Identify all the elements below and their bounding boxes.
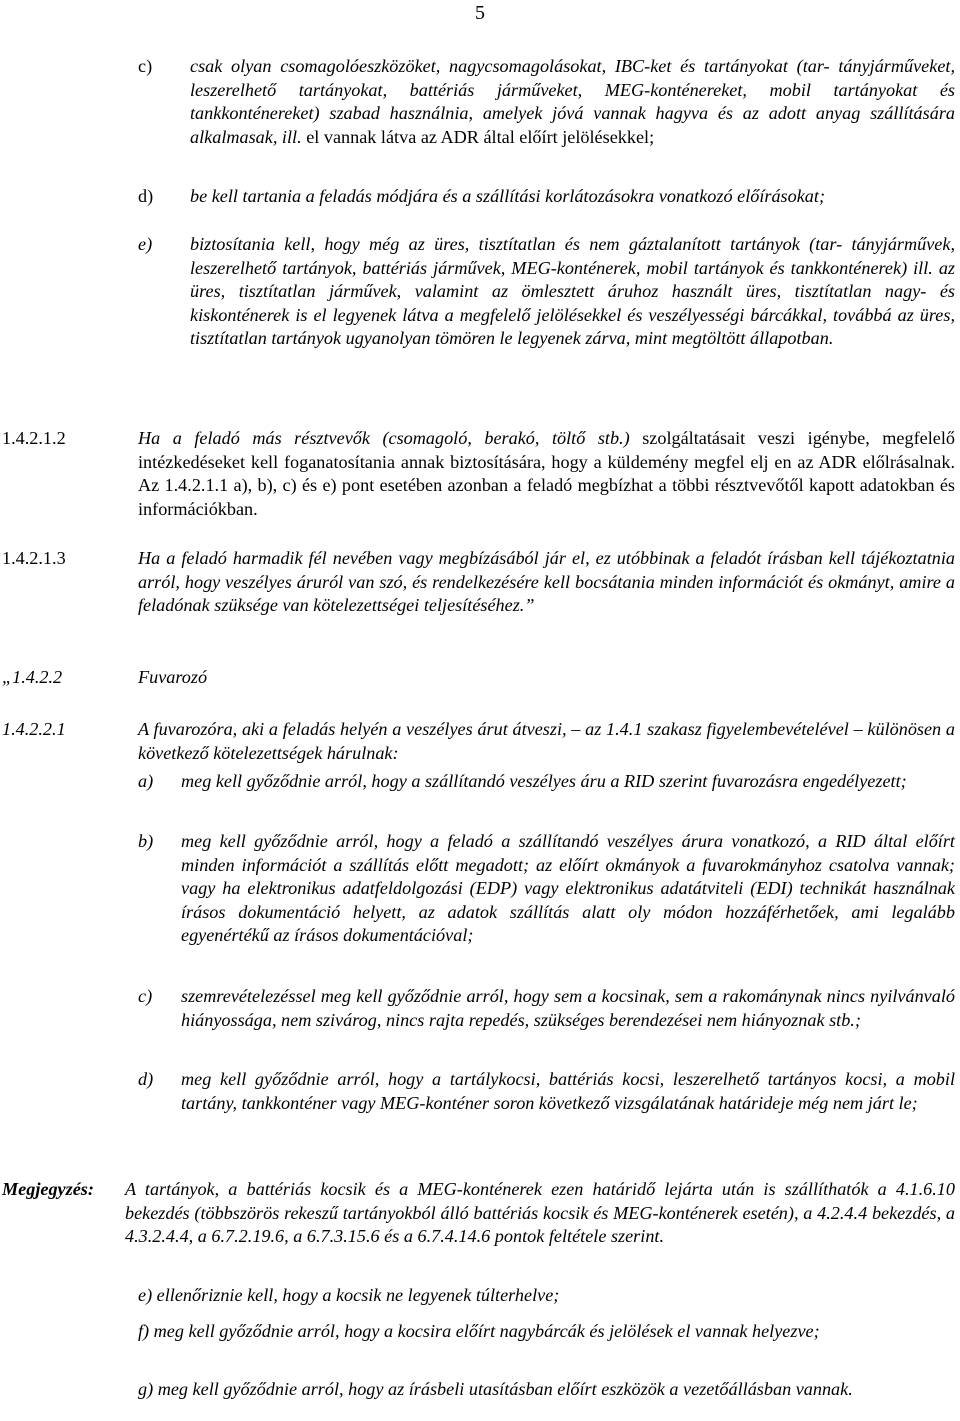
sub-d-text: meg kell győződnie arról, hogy a tartálykocsi, battériás kocsi, leszerelhető tartányos kocsi, a mobil tartány, tankkonténer vagy MEG-konténer soron következő vizsgálatának határideje még nem járt le;: [181, 1069, 955, 1113]
sub-a-text: meg kell győződnie arról, hogy a szállítandó veszélyes áru a RID szerint fuvarozásra engedélyezett;: [181, 771, 907, 791]
page-number: 5: [475, 2, 485, 24]
item-label-c: c): [138, 56, 153, 76]
item-label-e: e): [138, 234, 153, 254]
item-e-rest: az üres, tisztítatlan járművek, valamint az ömlesztett áruhoz használt üres, tisztítatlan nagy- és kiskonténerek is el legyenek látva a megfelelő jelölésekkel és veszélyességi bárcákkal, továbbá az üres, tisztítatlan tartányok ugyanolyan tömören le legyenek zárva, mint megtöltött állapotban.: [190, 257, 956, 348]
note-block: [2, 1178, 955, 1249]
sub-c-text: szemrevételezéssel meg kell győződnie arról, hogy sem a kocsinak, sem a rakománynak nincs nyilvánvaló hiányossága, nem szivárog, nincs rajta repedés, szükséges berendezései nem hiányoznak stb.;: [181, 986, 955, 1030]
sub-b-text: meg kell győződnie arról, hogy a feladó a szállítandó veszélyes árura vonatkozó, a RID által előírt minden információt a szállítás előtt megadott; az előírt okmányok a fuvarokmányhoz csatolva vannak; vagy ha elektronikus adatfeldolgozási (EDP) vagy elektronikus adatátviteli (EDI) technikát használnak írásos dokumentáció helyett, az adatok szállítás alatt oly módon hozzáférhetőek, ami legalább egyenértékű az írásos dokumentációval;: [181, 831, 955, 945]
sub-label-c: c): [138, 986, 153, 1006]
item-label-d: d): [138, 186, 154, 206]
tail-item-g: g) meg kell győződnie arról, hogy az írásbeli utasításban előírt eszközök a vezetőállásban vannak.: [138, 1379, 853, 1399]
section-number-1-4-2-2: „1.4.2.2: [2, 667, 63, 687]
sub-label-d: d): [138, 1069, 154, 1089]
section-title-fuvarozo: Fuvarozó: [138, 667, 208, 687]
tail-item-f: f) meg kell győződnie arról, hogy a kocsira előírt nagybárcák és jelölések el vannak helyezve;: [138, 1321, 820, 1341]
item-e-text: [190, 233, 955, 351]
tail-item-e: e) ellenőriznie kell, hogy a kocsik ne legyenek túlterhelve;: [138, 1285, 560, 1305]
section-1-4-2-1-2-rest: szolgáltatásait veszi igénybe, megfelelő intézkedéseket kell foganatosítania annak biztosítására, hogy a küldemény megfel elj en az ADR előlrásalnak. Az 1.4.2.1.1 a), b), c) és e) pont esetében azonban a feladó megbízhat a többi résztvevőtől kapott adatokban és információkban.: [138, 428, 955, 519]
section-number-1-4-2-1-2: 1.4.2.1.2: [2, 428, 66, 448]
item-c-text: [190, 55, 955, 149]
note-label: Megjegyzés:: [2, 1179, 94, 1199]
item-c-rest: el vannak látva az ADR által előírt jelölésekkel;: [301, 126, 655, 147]
item-d-text: be kell tartania a feladás módjára és a szállítási korlátozásokra vonatkozó előírásokat;: [190, 186, 826, 206]
note-text: A tartányok, a battériás kocsik és a MEG-konténerek ezen határidő lejárta után is szállíthatók a 4.1.6.10 bekezdés (többszörös rekeszű tartányokból álló battériás kocsik és MEG-konténerek esetén), a 4.2.4.4 bekezdés, a 4.3.2.4.4, a 6.7.2.19.6, a 6.7.3.15.6 és a 6.7.4.14.6 pontok feltétele szerint.: [125, 1179, 955, 1246]
sub-label-a: a): [138, 771, 154, 791]
sub-label-b: b): [138, 831, 154, 851]
section-1-4-2-2-1-intro: A fuvarozóra, aki a feladás helyén a veszélyes árut átveszi, – az 1.4.1 szakasz figyelembevételével – különösen a következő kötelezettségek hárulnak:: [138, 719, 955, 763]
item-e-italic: biztosítania kell, hogy még az üres, tisztítatlan és nem gáztalanított tartányok (tar- tányjárművek, leszerelhető tartányok, battériás járművek, MEG-konténerek, mobil tartányok és tankkonténerek) ill.: [190, 234, 955, 278]
section-number-1-4-2-2-1: 1.4.2.2.1: [2, 719, 66, 739]
section-1-4-2-1-3-text: Ha a feladó harmadik fél nevében vagy megbízásából jár el, ez utóbbinak a feladót írásban kell tájékoztatnia arról, hogy veszélyes áruról van szó, és rendelkezésére kell bocsátania minden információt és okmányt, amire a feladónak szüksége van kötelezettségei teljesítéséhez.”: [138, 548, 955, 615]
section-number-1-4-2-1-3: 1.4.2.1.3: [2, 548, 66, 568]
item-c-italic: csak olyan csomagolóeszközöket, nagycsomagolásokat, IBC-ket és tartányokat (tar- tányjárműveket, leszerelhető tartányokat, battériás járműveket, MEG-konténereket, mobil tartányokat és tankkonténereket) szabad használnia, amelyek jóvá vannak hagyva és az adott anyag szállítására alkalmasak, ill.: [190, 56, 955, 147]
section-1-4-2-1-2-italic: Ha a feladó más résztvevők (csomagoló, berakó, töltő stb.): [138, 428, 630, 448]
section-1-4-2-1-2-text: [138, 427, 955, 521]
